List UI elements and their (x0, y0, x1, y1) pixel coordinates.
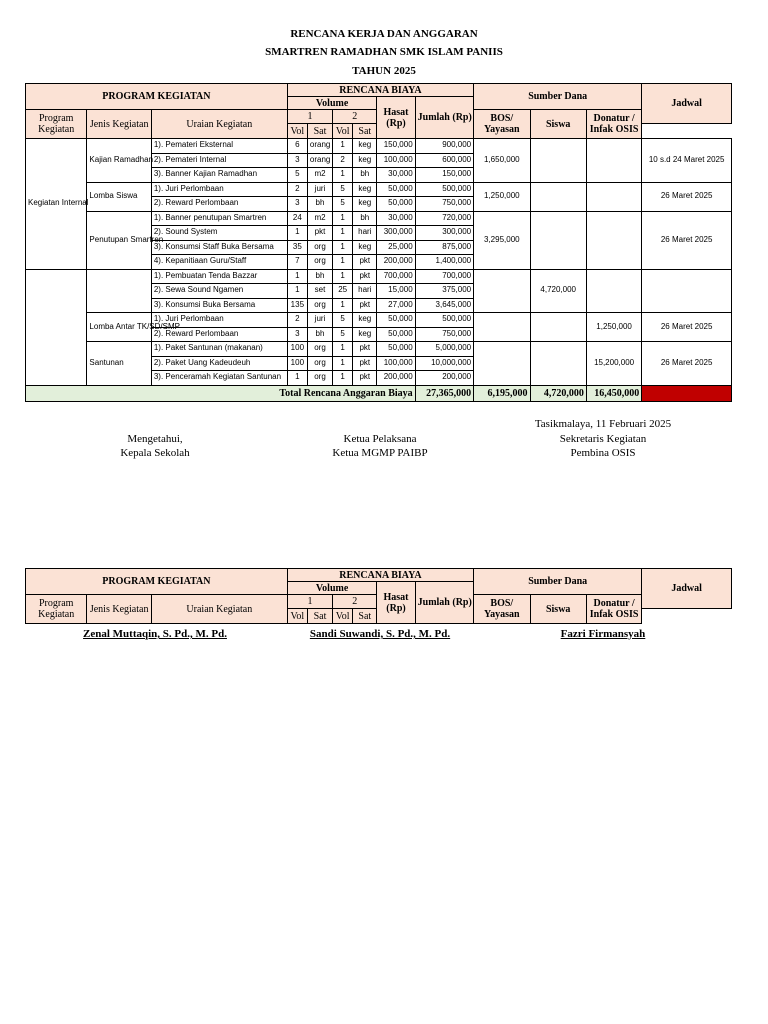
vol1-cell: 1 (287, 371, 307, 386)
vol2-cell: 1 (333, 255, 353, 270)
program-cell: Kegiatan Internal (26, 139, 87, 270)
vol1-cell: 1 (287, 226, 307, 241)
sat2-cell: pkt (353, 269, 377, 284)
sat2-cell: bh (353, 211, 377, 226)
doc-title-line1: RENCANA KERJA DAN ANGGARAN (290, 28, 478, 40)
table-row (26, 211, 732, 226)
vol2-cell: 25 (333, 284, 353, 299)
doc-title-line2: SMARTREN RAMADHAN SMK ISLAM PANIIS (265, 46, 503, 58)
bos-cell (474, 313, 530, 342)
vol2-cell: 2 (333, 153, 353, 168)
header-siswa: Siswa (530, 595, 586, 624)
sat2-cell: pkt (353, 371, 377, 386)
uraian-cell: 1). Paket Santunan (makanan) (151, 342, 287, 357)
header-donatur: Donatur / Infak OSIS (586, 110, 641, 139)
vol2-cell: 1 (333, 298, 353, 313)
vol2-cell: 5 (333, 327, 353, 342)
jumlah-cell: 875,000 (415, 240, 473, 255)
vol1-cell: 6 (287, 139, 307, 154)
header-jenis: Jenis Kegiatan (87, 595, 151, 624)
jenis-cell: Santunan (87, 342, 151, 386)
hasat-cell: 15,000 (377, 284, 415, 299)
sat2-cell: keg (353, 197, 377, 212)
hasat-cell: 50,000 (377, 342, 415, 357)
sat1-cell: bh (307, 327, 332, 342)
hasat-cell: 300,000 (377, 226, 415, 241)
sig-left-line1: Mengetahui, (127, 433, 183, 445)
vol2-cell: 5 (333, 197, 353, 212)
vol1-cell: 135 (287, 298, 307, 313)
hasat-cell: 30,000 (377, 211, 415, 226)
jenis-cell (87, 269, 151, 313)
header-vol-2: Vol (333, 609, 353, 624)
header-jadwal: Jadwal (642, 569, 732, 609)
sig-right-line2: Pembina OSIS (570, 447, 636, 459)
vol1-cell: 100 (287, 342, 307, 357)
jadwal-cell: 10 s.d 24 Maret 2025 (642, 139, 732, 183)
vol1-cell: 5 (287, 168, 307, 183)
table-row (26, 313, 732, 328)
sat1-cell: juri (307, 313, 332, 328)
place-date: Tasikmalaya, 11 Februari 2025 (534, 418, 672, 430)
table-row (26, 342, 732, 357)
header-bos: BOS/ Yayasan (474, 595, 530, 624)
sig-left-line2: Kepala Sekolah (120, 447, 190, 459)
sat1-cell: orang (307, 139, 332, 154)
hasat-cell: 50,000 (377, 182, 415, 197)
total-row (26, 385, 732, 401)
bos-cell (474, 269, 530, 313)
sig-mid-line1: Ketua Pelaksana (343, 433, 417, 445)
header-bos: BOS/ Yayasan (474, 110, 530, 139)
jumlah-cell: 3,645,000 (415, 298, 473, 313)
sat1-cell: org (307, 255, 332, 270)
hasat-cell: 200,000 (377, 371, 415, 386)
vol2-cell: 1 (333, 240, 353, 255)
sat2-cell: pkt (353, 255, 377, 270)
vol2-cell: 1 (333, 226, 353, 241)
vol1-cell: 1 (287, 284, 307, 299)
uraian-cell: 2). Sound System (151, 226, 287, 241)
jumlah-cell: 300,000 (415, 226, 473, 241)
sat2-cell: keg (353, 240, 377, 255)
vol1-cell: 3 (287, 197, 307, 212)
header-vol1: 1 (287, 110, 332, 124)
uraian-cell: 1). Pemateri Eksternal (151, 139, 287, 154)
vol2-cell: 1 (333, 139, 353, 154)
hasat-cell: 27,000 (377, 298, 415, 313)
jenis-cell: Kajian Ramadhan (87, 139, 151, 183)
vol1-cell: 24 (287, 211, 307, 226)
header-rencana-biaya: RENCANA BIAYA (287, 84, 473, 97)
sig-right-line1: Sekretaris Kegiatan (559, 433, 647, 445)
sat2-cell: pkt (353, 342, 377, 357)
uraian-cell: 3). Banner Kajian Ramadhan (151, 168, 287, 183)
vol1-cell: 3 (287, 327, 307, 342)
header-vol-1: Vol (287, 124, 307, 139)
donatur-cell: 1,250,000 (586, 313, 641, 342)
total-jadwal-marker (642, 385, 732, 401)
vol2-cell: 1 (333, 342, 353, 357)
jenis-cell: Penutupan Smartren (87, 211, 151, 269)
header-sat-1: Sat (307, 609, 332, 624)
sat1-cell: bh (307, 269, 332, 284)
header-uraian: Uraian Kegiatan (151, 110, 287, 139)
siswa-cell (530, 211, 586, 269)
header-hasat: Hasat (Rp) (377, 97, 415, 139)
header-hasat: Hasat (Rp) (377, 582, 415, 624)
sat1-cell: set (307, 284, 332, 299)
vol1-cell: 2 (287, 182, 307, 197)
uraian-cell: 1). Juri Perlombaan (151, 182, 287, 197)
donatur-cell (586, 211, 641, 269)
hasat-cell: 100,000 (377, 153, 415, 168)
vol1-cell: 3 (287, 153, 307, 168)
header-siswa: Siswa (530, 110, 586, 139)
uraian-cell: 1). Pembuatan Tenda Bazzar (151, 269, 287, 284)
sat1-cell: org (307, 371, 332, 386)
bos-cell: 1,650,000 (474, 139, 530, 183)
hasat-cell: 50,000 (377, 313, 415, 328)
header-vol-2: Vol (333, 124, 353, 139)
siswa-cell (530, 139, 586, 183)
header-vol2: 2 (333, 110, 377, 124)
budget-table (25, 83, 732, 402)
header-rencana-biaya: RENCANA BIAYA (287, 569, 473, 582)
header-uraian: Uraian Kegiatan (151, 595, 287, 624)
sat2-cell: hari (353, 284, 377, 299)
donatur-cell (586, 269, 641, 313)
hasat-cell: 150,000 (377, 139, 415, 154)
sat2-cell: hari (353, 226, 377, 241)
jumlah-cell: 1,400,000 (415, 255, 473, 270)
jadwal-cell: 26 Maret 2025 (642, 182, 732, 211)
jadwal-cell: 26 Maret 2025 (642, 211, 732, 269)
table-row (26, 269, 732, 284)
sig-mid-line2: Ketua MGMP PAIBP (332, 447, 428, 459)
sat2-cell: pkt (353, 356, 377, 371)
sat2-cell: keg (353, 182, 377, 197)
header-vol1: 1 (287, 595, 332, 609)
total-siswa: 4,720,000 (530, 385, 586, 401)
hasat-cell: 30,000 (377, 168, 415, 183)
repeated-header-table (25, 568, 732, 624)
hasat-cell: 100,000 (377, 356, 415, 371)
hasat-cell: 25,000 (377, 240, 415, 255)
siswa-cell (530, 313, 586, 342)
sat2-cell: keg (353, 313, 377, 328)
uraian-cell: 3). Konsumsi Buka Bersama (151, 298, 287, 313)
sat2-cell: pkt (353, 298, 377, 313)
uraian-cell: 2). Pemateri Internal (151, 153, 287, 168)
header-program-kegiatan: PROGRAM KEGIATAN (26, 569, 288, 595)
sat1-cell: org (307, 240, 332, 255)
jumlah-cell: 600,000 (415, 153, 473, 168)
header-sat-2: Sat (353, 124, 377, 139)
sat2-cell: keg (353, 327, 377, 342)
sig-mid-name: Sandi Suwandi, S. Pd., M. Pd. (309, 628, 451, 640)
jumlah-cell: 375,000 (415, 284, 473, 299)
total-bos: 6,195,000 (474, 385, 530, 401)
sat2-cell: bh (353, 168, 377, 183)
header-program: Program Kegiatan (26, 110, 87, 139)
uraian-cell: 4). Kepanitiaan Guru/Staff (151, 255, 287, 270)
sat1-cell: org (307, 298, 332, 313)
jumlah-cell: 150,000 (415, 168, 473, 183)
jumlah-cell: 500,000 (415, 182, 473, 197)
total-jumlah: 27,365,000 (415, 385, 473, 401)
jumlah-cell: 900,000 (415, 139, 473, 154)
vol2-cell: 1 (333, 356, 353, 371)
jumlah-cell: 720,000 (415, 211, 473, 226)
header-donatur: Donatur / Infak OSIS (586, 595, 641, 624)
vol1-cell: 2 (287, 313, 307, 328)
sat1-cell: m2 (307, 168, 332, 183)
jumlah-cell: 10,000,000 (415, 356, 473, 371)
header-jumlah: Jumlah (Rp) (415, 97, 473, 139)
vol2-cell: 1 (333, 211, 353, 226)
header-sumber-dana: Sumber Dana (474, 84, 642, 110)
header-vol-1: Vol (287, 609, 307, 624)
sat1-cell: org (307, 356, 332, 371)
uraian-cell: 1). Banner penutupan Smartren (151, 211, 287, 226)
vol2-cell: 5 (333, 182, 353, 197)
jumlah-cell: 700,000 (415, 269, 473, 284)
jumlah-cell: 500,000 (415, 313, 473, 328)
jumlah-cell: 750,000 (415, 327, 473, 342)
header-sat-1: Sat (307, 124, 332, 139)
siswa-cell (530, 342, 586, 386)
sat1-cell: org (307, 342, 332, 357)
total-donatur: 16,450,000 (586, 385, 641, 401)
header-volume: Volume (287, 97, 377, 110)
header-sat-2: Sat (353, 609, 377, 624)
uraian-cell: 2). Reward Perlombaan (151, 197, 287, 212)
uraian-cell: 3). Konsumsi Staff Buka Bersama (151, 240, 287, 255)
sat2-cell: keg (353, 153, 377, 168)
jadwal-cell (642, 269, 732, 313)
uraian-cell: 2). Reward Perlombaan (151, 327, 287, 342)
hasat-cell: 50,000 (377, 197, 415, 212)
header-vol2: 2 (333, 595, 377, 609)
jadwal-cell: 26 Maret 2025 (642, 342, 732, 386)
vol2-cell: 5 (333, 313, 353, 328)
vol2-cell: 1 (333, 269, 353, 284)
hasat-cell: 200,000 (377, 255, 415, 270)
donatur-cell (586, 182, 641, 211)
vol1-cell: 35 (287, 240, 307, 255)
sat2-cell: keg (353, 139, 377, 154)
vol1-cell: 7 (287, 255, 307, 270)
vol1-cell: 100 (287, 356, 307, 371)
siswa-cell: 4,720,000 (530, 269, 586, 313)
header-jumlah: Jumlah (Rp) (415, 582, 473, 624)
jumlah-cell: 5,000,000 (415, 342, 473, 357)
doc-title-line3: TAHUN 2025 (352, 65, 416, 77)
sig-left-name: Zenal Muttaqin, S. Pd., M. Pd. (83, 628, 227, 640)
hasat-cell: 50,000 (377, 327, 415, 342)
jumlah-cell: 200,000 (415, 371, 473, 386)
table-row (26, 139, 732, 154)
uraian-cell: 2). Sewa Sound Ngamen (151, 284, 287, 299)
header-volume: Volume (287, 582, 377, 595)
vol2-cell: 1 (333, 168, 353, 183)
vol1-cell: 1 (287, 269, 307, 284)
jenis-cell: Lomba Antar TK/SD/SMP (87, 313, 151, 342)
sat1-cell: juri (307, 182, 332, 197)
vol2-cell: 1 (333, 371, 353, 386)
uraian-cell: 3). Penceramah Kegiatan Santunan (151, 371, 287, 386)
sat1-cell: bh (307, 197, 332, 212)
total-label: Total Rencana Anggaran Biaya (26, 385, 416, 401)
jadwal-cell: 26 Maret 2025 (642, 313, 732, 342)
sat1-cell: m2 (307, 211, 332, 226)
sat1-cell: orang (307, 153, 332, 168)
jenis-cell: Lomba Siswa (87, 182, 151, 211)
header-jenis: Jenis Kegiatan (87, 110, 151, 139)
donatur-cell: 15,200,000 (586, 342, 641, 386)
uraian-cell: 1). Juri Perlombaan (151, 313, 287, 328)
siswa-cell (530, 182, 586, 211)
header-program-kegiatan: PROGRAM KEGIATAN (26, 84, 288, 110)
sat1-cell: pkt (307, 226, 332, 241)
bos-cell: 1,250,000 (474, 182, 530, 211)
header-jadwal: Jadwal (642, 84, 732, 124)
bos-cell (474, 342, 530, 386)
program-cell (26, 269, 87, 385)
bos-cell: 3,295,000 (474, 211, 530, 269)
header-sumber-dana: Sumber Dana (474, 569, 642, 595)
hasat-cell: 700,000 (377, 269, 415, 284)
header-program: Program Kegiatan (26, 595, 87, 624)
table-row (26, 182, 732, 197)
uraian-cell: 2). Paket Uang Kadeudeuh (151, 356, 287, 371)
jumlah-cell: 750,000 (415, 197, 473, 212)
donatur-cell (586, 139, 641, 183)
sig-right-name: Fazri Firmansyah (560, 628, 646, 640)
